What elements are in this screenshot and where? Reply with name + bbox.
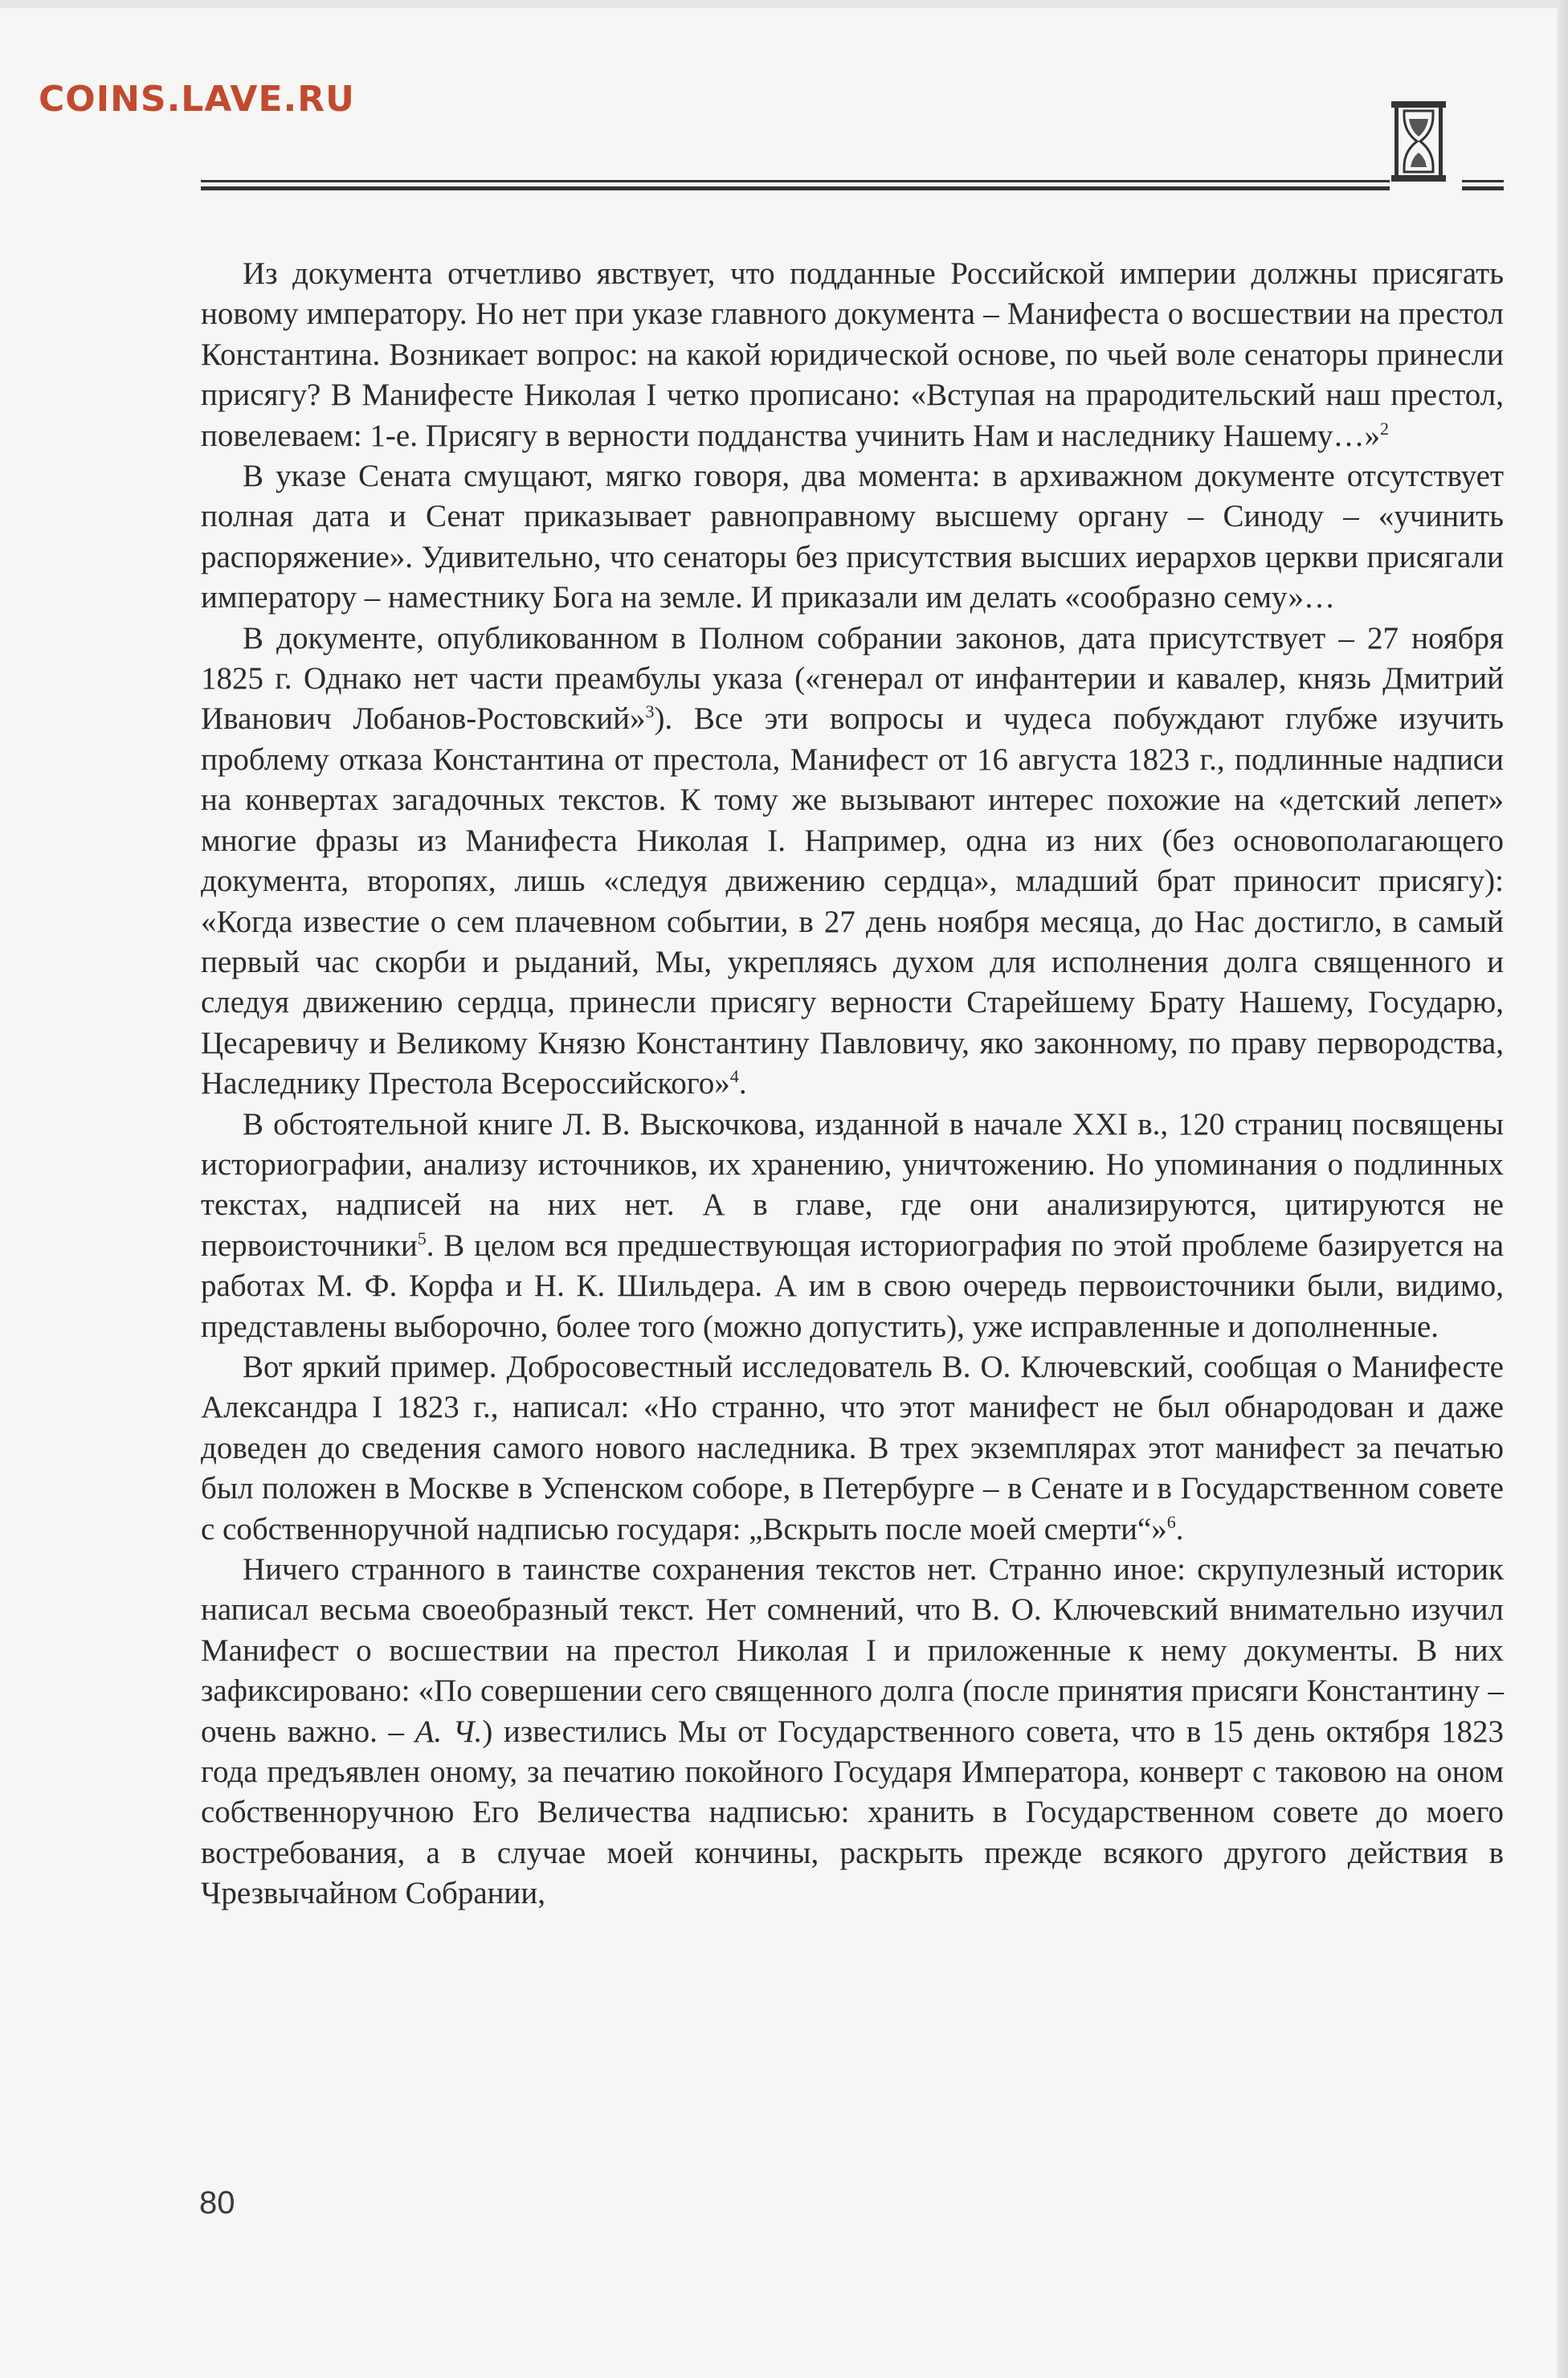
paragraph: В обстоятельной книге Л. В. Выскочкова, изданной в начале XXI в., 120 страниц посвящены историографии, анализу источников, их хранению, уничтожению. Но упоминания о подлинных текстах, надписей на них нет. А в главе, где они анализируются, цитируются не первоисточники$^5$. В целом вся предшествующая историография по этой проблеме базируется на работах М. Ф. Корфа и Н. К. Шильдера. А им в свою очередь первоисточники были, видимо, представлены выборочно, более того (можно допустить), уже исправленные и дополненные. [201,1106,1504,1344]
paragraph: Ничего странного в таинстве сохранения текстов нет. Странно иное: скрупулезный историк написал весьма своеобразный текст. Нет сомнений, что В. О. Ключевский внимательно изучил Манифест о восшествии на престол Николая I и приложенные к нему документы. В них зафиксировано: «По совершении сего священного долга (после принятия присяги Константину – очень важно. – А. Ч.) известились Мы от Государственного совета, что в 15 день октября 1823 года предъявлен оному, за печатию покойного Государя Императора, конверт с таковою на оном собственноручною Его Величества надписью: хранить в Государственном совете до моего востребования, а в случае моей кончины, раскрыть прежде всякого другого действия в Чрезвычайном Собрании, [201,1552,1504,1911]
page-number: 80 [199,2185,235,2221]
paragraph: В указе Сената смущают, мягко говоря, два момента: в архиважном документе отсутствует полная дата и Сенат приказывает равноправному высшему органу – Синоду – «учинить распоряжение». Удивительно, что сенаторы без присутствия высших иерархов церкви присягали императору – наместнику Бога на земле. И приказали им делать «сообразно сему»… [201,459,1504,615]
footnote-ref: 4 [729,1066,739,1087]
body-text [201,254,1504,1914]
paragraph: Вот яркий пример. Добросовестный исследователь В. О. Ключевский, сообщая о Манифесте Александра I 1823 г., написал: «Но странно, что этот манифест не был обнародован и даже доведен до сведения самого нового наследника. В трех экземплярах этот манифест за печатью был положен в Москве в Успенском соборе, в Петербурге – в Сенате и в Государственном совете с собственноручной надписью государя: „Вскрыть после моей смерти“»$^6$. [201,1349,1504,1547]
paragraph: В документе, опубликованном в Полном собрании законов, дата присутствует – 27 ноября 1825 г. Однако нет части преамбулы указа («генерал от инфантерии и кавалер, князь Дмитрий Иванович Лобанов-Ростовский»$^3$). Все эти вопросы и чудеса побуждают глубже изучить проблему отказа Константина от престола, Манифест от 16 августа 1823 г., подлинные надписи на конвертах загадочных текстов. К тому же вызывают интерес похожие на «детский лепет» многие фразы из Манифеста Николая I. Например, одна из них (без основополагающего документа, второпях, лишь «следуя движению сердца», младший брат приносит присягу): «Когда известие о сем плачевном событии, в 27 день ноября месяца, до Нас достигло, в самый первый час скорби и рыданий, Мы, укрепляясь духом для исполнения долга священного и следуя движению сердца, принесли присягу верности Старейшему Брату Нашему, Государю, Цесаревичу и Великому Князю Константину Павловичу, яко законному, по праву первородства, Наследнику Престола Всероссийского»$^4$. [201,620,1504,1101]
footnote-ref: 3 [645,701,655,722]
paragraph: Из документа отчетливо явствует, что подданные Российской империи должны присягать новому императору. Но нет при указе главного документа – Манифеста о восшествии на престол Константина. Возникает вопрос: на какой юридической основе, по чьей воле сенаторы принесли присягу? В Манифесте Николая I четко прописано: «Вступая на прародительский наш престол, повелеваем: 1-е. Присягу в верности подданства учинить Нам и наследнику Нашему…»$^2$ [201,256,1504,453]
footnote-ref: 2 [1379,418,1389,439]
footnote-ref: 6 [1166,1511,1176,1532]
page-top-edge [0,0,1568,8]
header-rule [201,178,1504,196]
hourglass-icon [1390,100,1448,183]
page-right-edge [1557,0,1568,2378]
footnote-ref: 5 [417,1228,427,1248]
author-initials: А. Ч. [414,1714,483,1749]
watermark-text: COINS.LAVE.RU [39,79,355,120]
